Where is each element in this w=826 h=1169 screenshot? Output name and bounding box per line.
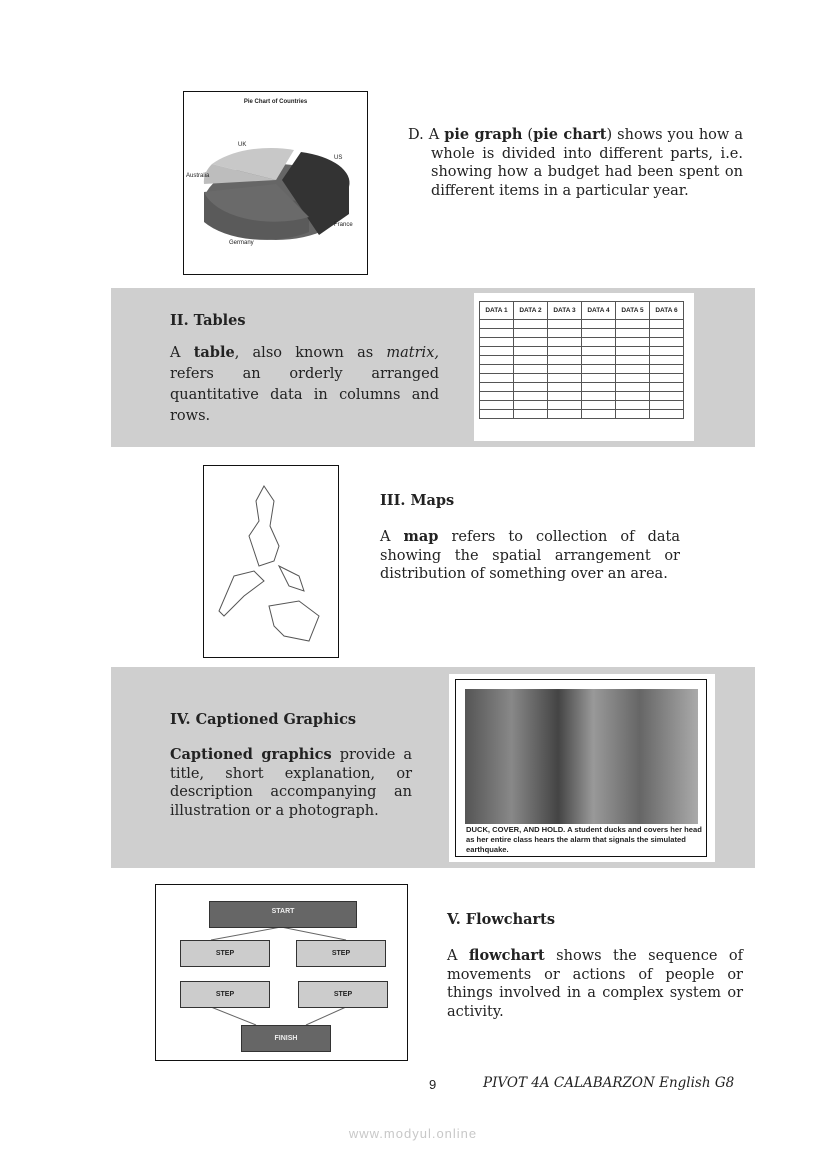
table-row [480,329,684,338]
table-cell [582,392,616,401]
table-header-cell: DATA 4 [582,302,616,320]
table-cell [582,320,616,329]
flowchart-finish: FINISH [241,1025,331,1052]
table-cell [548,356,582,365]
table-cell [480,347,514,356]
table-cell [514,356,548,365]
footer-title: PIVOT 4A CALABARZON English G8 [483,1075,735,1091]
earthquake-drill-photo [465,689,698,824]
table-cell [548,365,582,374]
table-cell [616,338,650,347]
pie-chart-figure [183,91,368,275]
pie-chart-title: Pie Chart of Countries [243,99,308,105]
pie-label-us: US [334,155,343,161]
table-cell [650,356,684,365]
table-cell [616,383,650,392]
table-cell [616,329,650,338]
captioned-heading: IV. Captioned Graphics [170,711,357,728]
pie-label-france: France [334,222,353,228]
table-row [480,338,684,347]
table-cell [650,338,684,347]
table-header-cell: DATA 3 [548,302,582,320]
table-row [480,410,684,419]
maps-heading: III. Maps [380,492,455,509]
table-cell [548,338,582,347]
tables-heading: II. Tables [170,312,246,329]
table-cell [616,374,650,383]
table-cell [548,347,582,356]
philippines-map-graphic [204,466,337,656]
table-cell [582,383,616,392]
table-cell [582,329,616,338]
table-cell [480,383,514,392]
table-cell [582,356,616,365]
table-cell [514,320,548,329]
table-cell [514,383,548,392]
table-cell [548,401,582,410]
table-row [480,392,684,401]
flowcharts-heading: V. Flowcharts [447,911,556,928]
table-cell [616,320,650,329]
table-cell [548,410,582,419]
flowcharts-description: A flowchart shows the sequence of movements or actions of people or things involved in a complex system or activity. [447,947,743,1020]
table-cell [650,392,684,401]
photo-caption: DUCK, COVER, AND HOLD. A student ducks and covers her head as her entire class hears the alarm that signals the simulated earthquake. [466,825,702,854]
pie-label-germany: Germany [229,240,254,246]
flowchart-step: STEP [296,940,386,967]
pie-chart-graphic [184,92,366,273]
table-cell [650,374,684,383]
table-cell [616,365,650,374]
photo-card [449,674,715,862]
pie-graph-description: D. A pie graph (pie chart) shows you how a whole is divided into different parts, i.e. showing how a budget had been spent on different items in a particular year. [408,126,743,199]
table-header-cell: DATA 2 [514,302,548,320]
table-cell [548,374,582,383]
table-figure [474,293,694,441]
captioned-description: Captioned graphics provide a title, short explanation, or description accompanying an illustration or a photograph. [170,746,413,819]
table-cell [480,356,514,365]
table-cell [514,410,548,419]
table-cell [650,401,684,410]
table-cell [548,383,582,392]
table-cell [514,347,548,356]
table-cell [616,356,650,365]
maps-description: A map refers to collection of data showing the spatial arrangement or distribution of something over an area. [380,528,680,582]
table-cell [548,392,582,401]
table-cell [480,374,514,383]
table-cell [480,410,514,419]
pie-label-uk: UK [238,142,247,148]
table-cell [480,320,514,329]
table-cell [616,392,650,401]
table-row [480,374,684,383]
table-header-cell: DATA 1 [480,302,514,320]
table-cell [616,347,650,356]
table-row [480,401,684,410]
table-cell [548,329,582,338]
table-header-row [480,302,684,320]
table-header-cell: DATA 5 [616,302,650,320]
table-row [480,365,684,374]
pie-label-australia: Australia [186,173,210,179]
table-row [480,347,684,356]
table-cell [650,365,684,374]
table-cell [582,365,616,374]
table-cell [582,401,616,410]
table-cell [616,401,650,410]
table-row [480,356,684,365]
table-cell [480,338,514,347]
table-cell [582,347,616,356]
table-cell [514,329,548,338]
table-cell [514,392,548,401]
watermark: www.modyul.online [348,1126,478,1141]
tables-description: A table, also known as matrix, refers an orderly arranged quantitative data in columns and rows. [170,344,439,424]
table-cell [480,401,514,410]
flowchart-start: START [209,901,357,928]
sample-data-table [479,301,684,419]
table-cell [650,320,684,329]
table-cell [650,383,684,392]
table-cell [582,374,616,383]
flowchart-step: STEP [180,981,270,1008]
table-cell [650,410,684,419]
flowchart-step: STEP [180,940,270,967]
flowchart-step: STEP [298,981,388,1008]
table-cell [650,329,684,338]
table-cell [650,347,684,356]
table-cell [480,365,514,374]
table-header-cell: DATA 6 [650,302,684,320]
table-cell [548,320,582,329]
table-cell [616,410,650,419]
page-number: 9 [429,1077,437,1092]
table-row [480,320,684,329]
table-cell [582,338,616,347]
table-cell [514,338,548,347]
table-cell [514,374,548,383]
flowchart-figure [155,884,408,1061]
table-row [480,383,684,392]
table-cell [514,401,548,410]
table-cell [480,392,514,401]
table-cell [514,365,548,374]
map-figure [203,465,339,658]
table-cell [480,329,514,338]
table-cell [582,410,616,419]
